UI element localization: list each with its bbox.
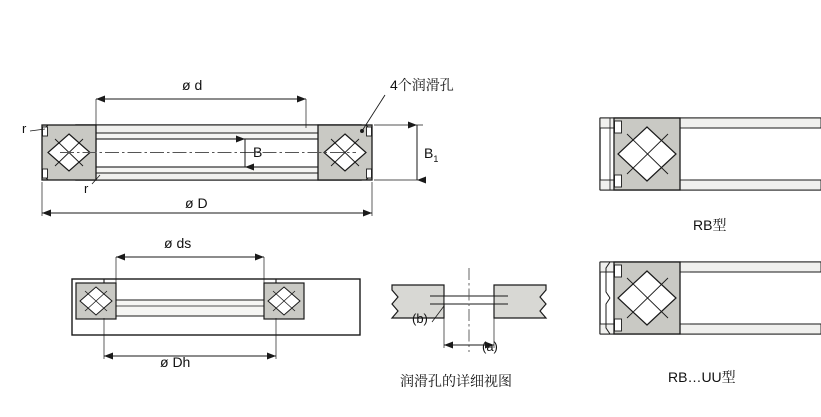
lubrication-hole-detail-geometry	[392, 268, 546, 352]
label-dia-ds: ø ds	[164, 235, 192, 251]
label-detail-b: (b)	[412, 311, 428, 326]
bottom-right-roller-block	[264, 283, 304, 319]
rb-type-view-geometry	[600, 118, 821, 190]
label-dia-Dh: ø Dh	[160, 354, 191, 370]
label-r-top: r	[22, 121, 27, 136]
caption-detail-view: 润滑孔的详细视图	[400, 373, 512, 389]
bottom-section-view-geometry	[72, 257, 360, 359]
label-B: B	[253, 144, 263, 160]
bottom-left-roller-block	[76, 283, 116, 319]
caption-rb-uu-type: RB…UU型	[668, 369, 736, 385]
label-B1: $B_1$	[424, 145, 439, 164]
main-section-view-geometry	[30, 95, 423, 216]
caption-rb-type: RB型	[693, 217, 727, 233]
label-lubrication-holes: 4个润滑孔	[390, 77, 454, 93]
label-r-bottom: r	[84, 181, 89, 196]
label-dia-d: ø d	[182, 77, 203, 93]
rb-uu-type-view-geometry	[600, 262, 821, 334]
label-dia-D: ø D	[185, 195, 208, 211]
label-detail-a: (a)	[482, 339, 498, 354]
